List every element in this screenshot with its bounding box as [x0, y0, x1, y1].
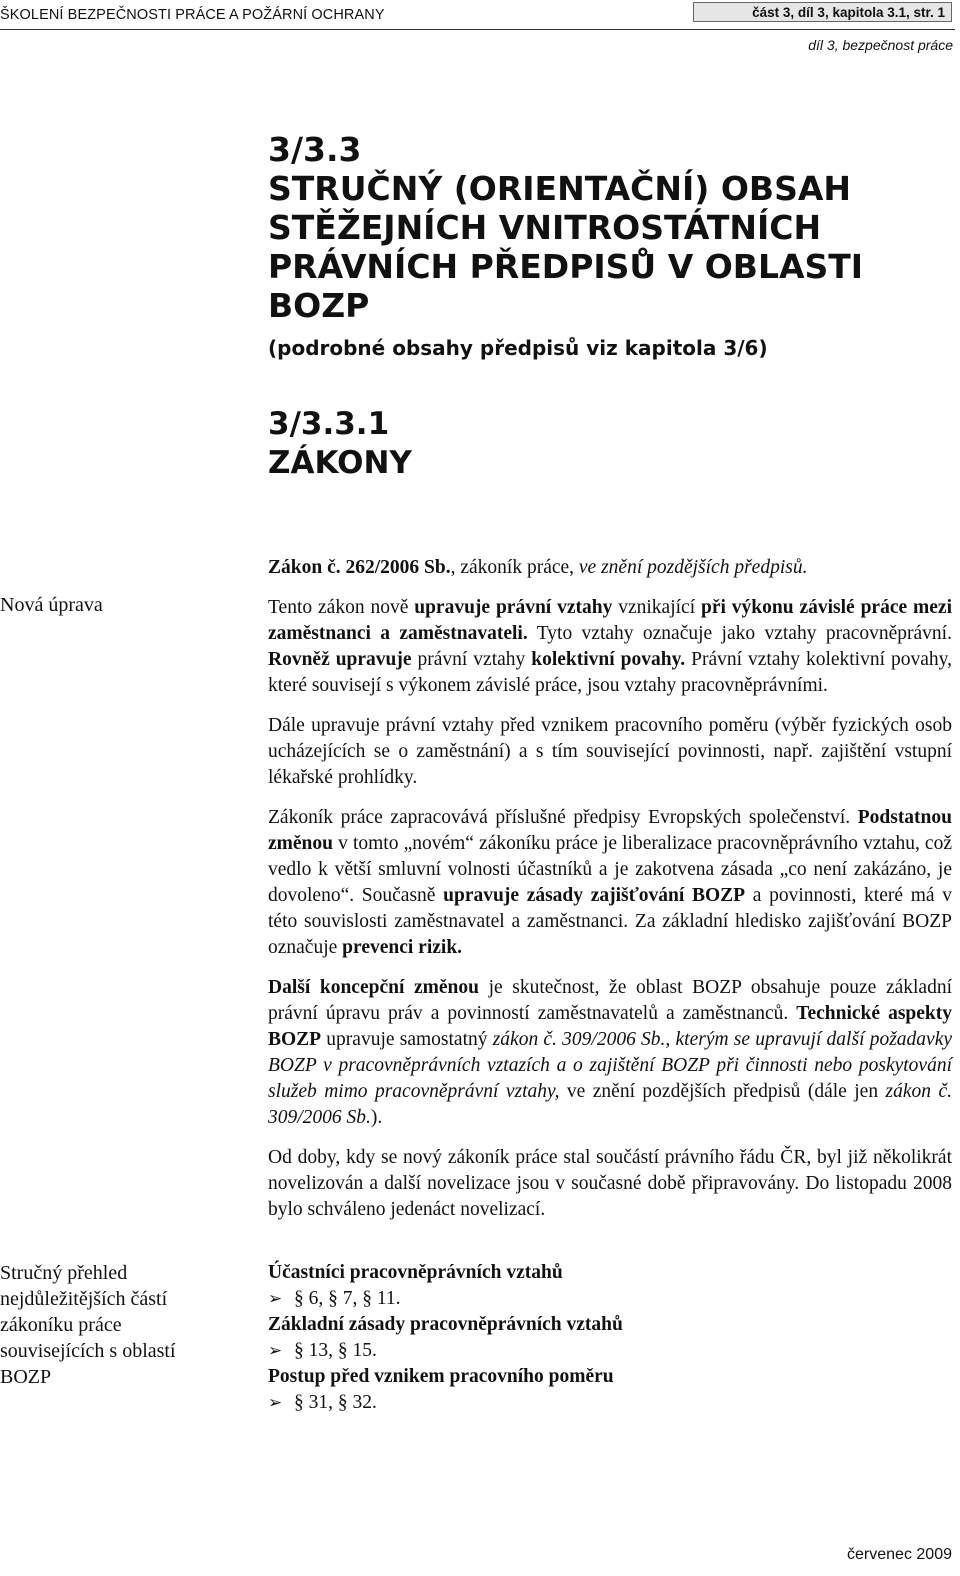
chapter-heading: [268, 130, 863, 325]
law-desc: , zákoník práce,: [450, 557, 579, 578]
topic-list: [268, 1260, 952, 1416]
footer-date: červenec 2009: [847, 1546, 952, 1563]
main-text: [268, 595, 952, 1223]
arrow-icon: ➢: [268, 1393, 283, 1413]
paragraph: Další koncepční změnou je skutečnost, že oblast BOZP obsahuje pouze základní právní úpravu práv a povinností zaměstnavatelů a zaměstnanců. Technické aspekty BOZP upravuje samostatný zákon č. 309/2006 Sb., kterým se upravují další požadavky BOZP v pracovněprávních vztazích a o zajištění BOZP při činnosti nebo poskytování služeb mimo pracovněprávní vztahy, ve znění pozdějších předpisů (dále jen zákon č. 309/2006 Sb.).: [268, 977, 953, 1128]
law-amend-note: ve znění pozdějších předpisů.: [578, 557, 808, 578]
margin-note-nova-uprava: Nová úprava: [0, 594, 103, 616]
header-subtitle: díl 3, bezpečnost práce: [808, 37, 953, 53]
margin-note-line: zákoníku práce: [0, 1314, 122, 1336]
header-section-box: část 3, díl 3, kapitola 3.1, str. 1: [693, 2, 952, 22]
chapter-title-line: BOZP: [268, 286, 370, 325]
margin-note-line: Stručný přehled: [0, 1262, 128, 1284]
topic-heading: Účastníci pracovněprávních vztahů: [268, 1262, 563, 1283]
margin-note-line: nejdůležitějších částí: [0, 1288, 168, 1310]
header-rule: [0, 29, 955, 30]
chapter-note: (podrobné obsahy předpisů viz kapitola 3/6): [268, 336, 768, 360]
law-title: [268, 555, 952, 581]
topic-refs: ➢ § 6, § 7, § 11.: [268, 1286, 952, 1312]
section-heading: [268, 405, 412, 483]
topic-refs: ➢ § 31, § 32.: [268, 1390, 952, 1416]
arrow-icon: ➢: [268, 1341, 283, 1361]
margin-note-line: souvisejících s oblastí: [0, 1340, 176, 1362]
chapter-title-line: PRÁVNÍCH PŘEDPISŮ V OBLASTI: [268, 247, 864, 286]
arrow-icon: ➢: [268, 1289, 283, 1309]
chapter-title-line: STĚŽEJNÍCH VNITROSTÁTNÍCH: [268, 208, 822, 247]
topic-heading: Základní zásady pracovněprávních vztahů: [268, 1314, 623, 1335]
section-title: ZÁKONY: [268, 445, 412, 481]
chapter-number: 3/3.3: [268, 130, 362, 169]
topic-heading: Postup před vznikem pracovního poměru: [268, 1366, 614, 1387]
chapter-title-line: STRUČNÝ (ORIENTAČNÍ) OBSAH: [268, 169, 851, 208]
margin-note-prehled: [0, 1260, 176, 1390]
margin-note-line: BOZP: [0, 1366, 52, 1388]
header-title: ŠKOLENÍ BEZPEČNOSTI PRÁCE A POŽÁRNÍ OCHRANY: [0, 7, 385, 23]
section-number: 3/3.3.1: [268, 406, 390, 442]
paragraph: Od doby, kdy se nový zákoník práce stal součástí právního řádu ČR, byl již několikrát novelizován a další novelizace jsou v současné době připravovány. Do listopadu 2008 bylo schváleno jedenáct novelizací.: [268, 1147, 952, 1220]
paragraph: Zákoník práce zapracovává příslušné předpisy Evropských společenství. Podstatnou změnou v tomto „novém“ zákoníku práce je liberalizace pracovněprávního vztahu, což vedlo k větší smluvní volnosti účastníků a je zakotvena zásada „co není zakázáno, je dovoleno“. Současně upravuje zásady zajišťování BOZP a povinnosti, které má v této souvislosti zaměstnavatel a zaměstnanci. Za základní hledisko zajišťování BOZP označuje prevenci rizik.: [268, 807, 952, 958]
paragraph: Dále upravuje právní vztahy před vznikem pracovního poměru (výběr fyzických osob ucházejících se o zaměstnání) a s tím související povinnosti, např. zajištění vstupní lékařské prohlídky.: [268, 715, 952, 788]
paragraph: Tento zákon nově upravuje právní vztahy vznikající při výkonu závislé práce mezi zaměstnanci a zaměstnavateli. Tyto vztahy označuje jako vztahy pracovněprávní. Rovněž upravuje právní vztahy kolektivní povahy. Právní vztahy kolektivní povahy, které souvisejí s výkonem závislé práce, jsou vztahy pracovněprávními.: [268, 597, 953, 696]
topic-refs: ➢ § 13, § 15.: [268, 1338, 952, 1364]
law-name: Zákon č. 262/2006 Sb.: [268, 557, 451, 578]
